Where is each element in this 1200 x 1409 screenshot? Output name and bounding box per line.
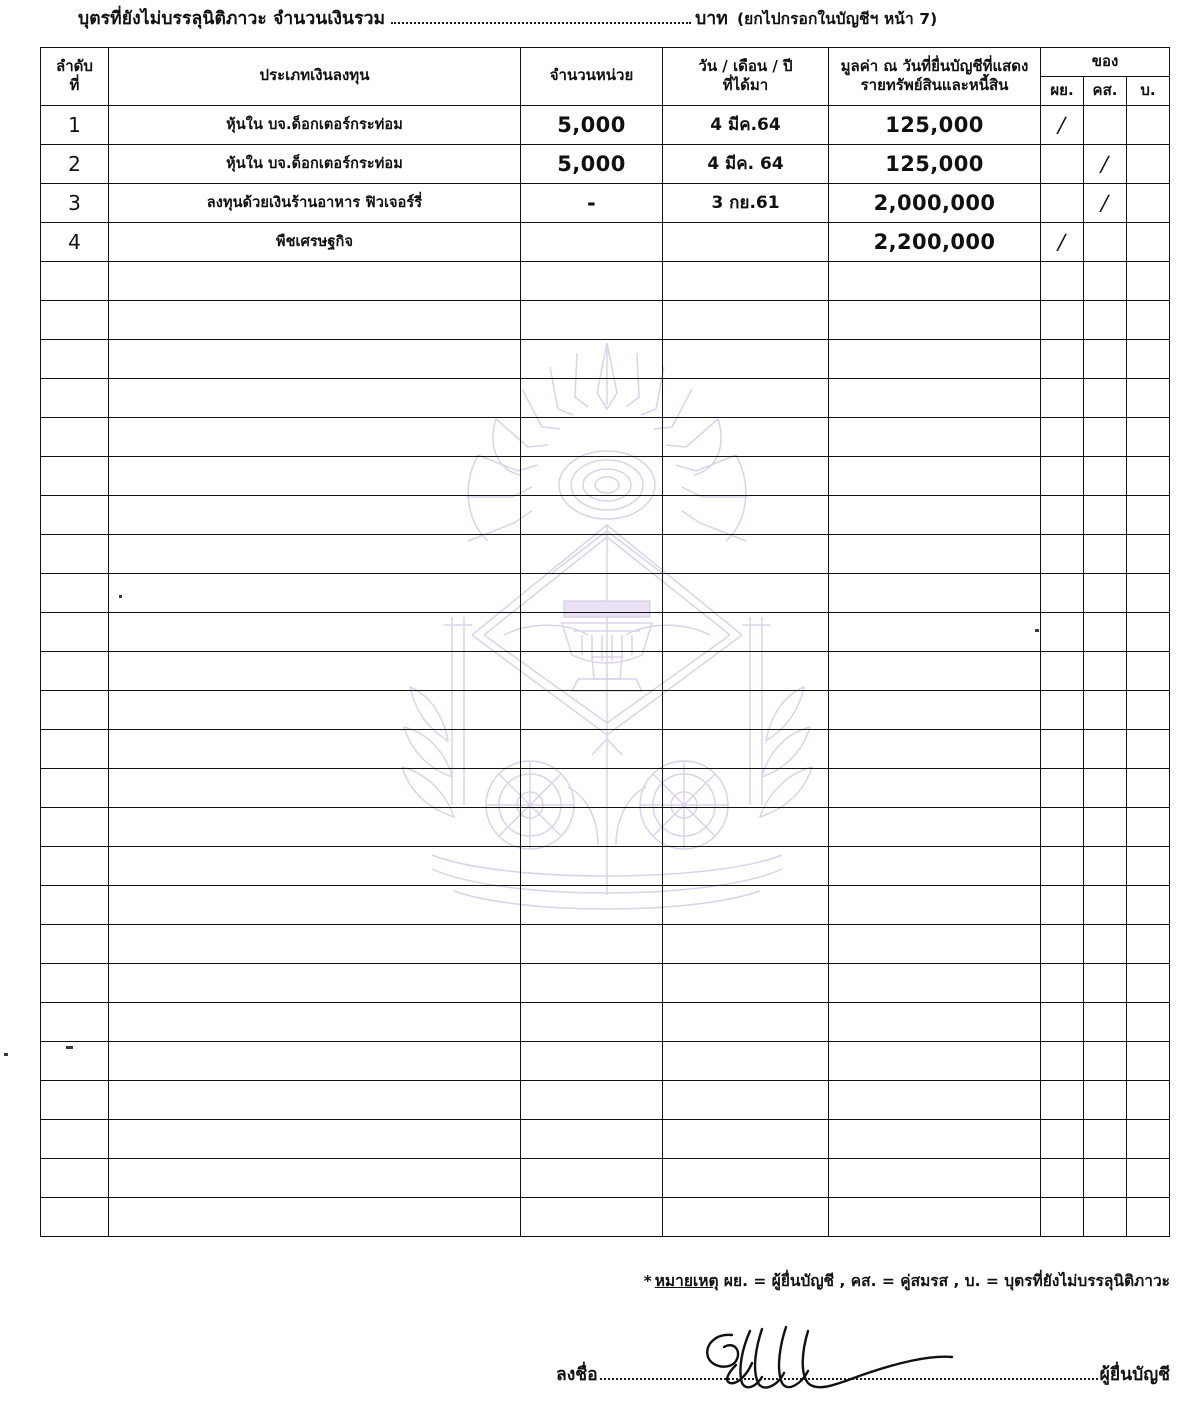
cell-owner-spouse[interactable] [1084,690,1127,729]
cell-owner-spouse[interactable] [1084,1041,1127,1080]
cell-owner-self[interactable] [1041,417,1084,456]
cell-number[interactable]: 3 [41,183,109,222]
cell-owner-spouse[interactable] [1084,729,1127,768]
cell-value[interactable] [829,1002,1041,1041]
cell-number[interactable] [41,690,109,729]
cell-owner-child[interactable] [1127,222,1170,261]
cell-owner-self[interactable] [1041,573,1084,612]
table-row [41,183,1170,222]
col-header-investment-type: ประเภทเงินลงทุน [109,48,521,106]
cell-owner-spouse[interactable] [1084,885,1127,924]
table-row [41,807,1170,846]
cell-units[interactable] [521,261,663,300]
cell-units[interactable] [521,729,663,768]
col-header-value-line1: มูลค่า ณ วันที่ยื่นบัญชีที่แสดง [840,56,1029,75]
cell-value[interactable] [829,846,1041,885]
cell-owner-child[interactable] [1127,183,1170,222]
cell-number[interactable] [41,300,109,339]
cell-owner-child[interactable] [1127,1002,1170,1041]
heading-unit-label: บาท [695,9,728,29]
ownership-check-mark: / [1099,151,1112,176]
cell-number[interactable] [41,1119,109,1158]
cell-investment-type[interactable] [109,573,521,612]
cell-owner-spouse[interactable] [1084,456,1127,495]
ownership-check-mark: / [1099,190,1112,215]
table-row [41,300,1170,339]
cell-owner-self[interactable] [1041,1041,1084,1080]
cell-value[interactable] [829,261,1041,300]
footnote-label: หมายเหตุ [654,1272,719,1290]
cell-units[interactable] [521,456,663,495]
cell-units[interactable] [521,846,663,885]
signature-line [556,1360,1170,1400]
cell-owner-child[interactable] [1127,261,1170,300]
cell-owner-child[interactable] [1127,1041,1170,1080]
cell-acquisition-date[interactable] [663,417,829,456]
col-header-owner-spouse: คส. [1084,76,1127,105]
cell-investment-type[interactable] [109,456,521,495]
heading-fill-in-line [391,11,691,24]
cell-number[interactable]: 2 [41,144,109,183]
cell-units[interactable] [521,807,663,846]
table-row [41,261,1170,300]
cell-units[interactable] [521,339,663,378]
cell-number[interactable] [41,924,109,963]
cell-units[interactable] [521,534,663,573]
signature-prefix-label: ลงชื่อ [556,1365,598,1385]
cell-owner-child[interactable] [1127,963,1170,1002]
cell-owner-self[interactable] [1041,651,1084,690]
cell-owner-spouse[interactable] [1084,300,1127,339]
cell-owner-spouse[interactable] [1084,495,1127,534]
cell-investment-type[interactable] [109,885,521,924]
cell-owner-self[interactable] [1041,300,1084,339]
cell-units[interactable] [521,885,663,924]
cell-value[interactable]: 2,200,000 [829,222,1041,261]
table-row [41,573,1170,612]
cell-acquisition-date[interactable]: 3 กย.61 [663,183,829,222]
cell-owner-self[interactable] [1041,1119,1084,1158]
col-header-value-line2: รายทรัพย์สินและหนี้สิน [860,76,1009,95]
cell-number[interactable] [41,651,109,690]
cell-investment-type[interactable]: พืชเศรษฐกิจ [109,222,521,261]
cell-units[interactable]: 5,000 [521,105,663,144]
cell-acquisition-date[interactable] [663,1041,829,1080]
cell-owner-self[interactable] [1041,1197,1084,1236]
cell-units[interactable] [521,378,663,417]
cell-owner-self[interactable] [1041,612,1084,651]
table-row [41,456,1170,495]
table-row [41,690,1170,729]
cell-number[interactable]: 4 [41,222,109,261]
table-row [41,768,1170,807]
col-header-date-line2: ที่ได้มา [722,76,769,95]
cell-owner-spouse[interactable] [1084,1002,1127,1041]
cell-value[interactable] [829,690,1041,729]
cell-units[interactable] [521,417,663,456]
cell-investment-type[interactable]: ลงทุนด้วยเงินร้านอาหาร ฟิวเจอร์รี่ [109,183,521,222]
cell-owner-self[interactable] [1041,183,1084,222]
cell-units[interactable] [521,495,663,534]
col-header-number-line2: ที่ [69,76,80,95]
cell-owner-spouse[interactable] [1084,261,1127,300]
scan-speck [4,1053,8,1056]
cell-number[interactable] [41,534,109,573]
col-header-acquisition-date [663,48,829,106]
col-header-ownership: ของ [1041,48,1170,77]
heading-prefix-text: บุตรที่ยังไม่บรรลุนิติภาวะ จำนวนเงินรวม [78,9,386,29]
cell-investment-type[interactable]: หุ้นใน บจ.ด็อกเตอร์กระท่อม [109,105,521,144]
cell-value[interactable] [829,417,1041,456]
cell-units[interactable] [521,768,663,807]
cell-owner-child[interactable] [1127,573,1170,612]
cell-investment-type[interactable] [109,924,521,963]
cell-acquisition-date[interactable] [663,924,829,963]
cell-owner-self[interactable] [1041,222,1084,261]
cell-units[interactable] [521,612,663,651]
table-row [41,1158,1170,1197]
cell-owner-child[interactable] [1127,924,1170,963]
cell-units[interactable] [521,222,663,261]
cell-owner-self[interactable] [1041,846,1084,885]
cell-owner-self[interactable] [1041,339,1084,378]
cell-owner-spouse[interactable] [1084,651,1127,690]
cell-investment-type[interactable] [109,1158,521,1197]
cell-investment-type[interactable]: หุ้นใน บจ.ด็อกเตอร์กระท่อม [109,144,521,183]
cell-value[interactable] [829,534,1041,573]
cell-owner-child[interactable] [1127,339,1170,378]
cell-number[interactable] [41,1002,109,1041]
cell-owner-self[interactable] [1041,885,1084,924]
cell-owner-spouse[interactable] [1084,339,1127,378]
cell-number[interactable] [41,612,109,651]
table-row [41,495,1170,534]
table-row [41,924,1170,963]
cell-acquisition-date[interactable] [663,456,829,495]
cell-owner-spouse[interactable] [1084,807,1127,846]
table-row [41,378,1170,417]
cell-owner-child[interactable] [1127,417,1170,456]
cell-owner-spouse[interactable] [1084,105,1127,144]
table-row [41,612,1170,651]
table-row [41,534,1170,573]
cell-units[interactable]: - [521,183,663,222]
signature-fill-in-line[interactable] [600,1367,1098,1380]
cell-value[interactable] [829,495,1041,534]
cell-number[interactable] [41,807,109,846]
cell-owner-spouse[interactable] [1084,417,1127,456]
cell-owner-spouse[interactable] [1084,573,1127,612]
cell-acquisition-date[interactable]: 4 มีค. 64 [663,144,829,183]
cell-investment-type[interactable] [109,807,521,846]
cell-acquisition-date[interactable]: 4 มีค.64 [663,105,829,144]
cell-owner-child[interactable] [1127,1158,1170,1197]
cell-investment-type[interactable] [109,339,521,378]
cell-value[interactable] [829,768,1041,807]
cell-value[interactable] [829,651,1041,690]
cell-number[interactable] [41,339,109,378]
cell-value[interactable]: 2,000,000 [829,183,1041,222]
cell-value[interactable] [829,1041,1041,1080]
cell-value[interactable] [829,300,1041,339]
cell-owner-self[interactable] [1041,378,1084,417]
cell-owner-self[interactable] [1041,768,1084,807]
cell-value[interactable] [829,729,1041,768]
heading-carry-forward-note: (ยกไปกรอกในบัญชีฯ หน้า 7) [736,10,938,28]
cell-acquisition-date[interactable] [663,378,829,417]
investment-asset-table [40,47,1170,1237]
cell-acquisition-date[interactable] [663,963,829,1002]
cell-acquisition-date[interactable] [663,495,829,534]
cell-owner-self[interactable] [1041,534,1084,573]
cell-owner-spouse[interactable] [1084,963,1127,1002]
cell-value[interactable] [829,1119,1041,1158]
cell-value[interactable] [829,378,1041,417]
cell-units[interactable]: 5,000 [521,144,663,183]
cell-investment-type[interactable] [109,768,521,807]
cell-owner-spouse[interactable] [1084,1197,1127,1236]
col-header-number-line1: ลำดับ [56,56,93,75]
cell-units[interactable] [521,573,663,612]
cell-owner-child[interactable] [1127,495,1170,534]
cell-number[interactable] [41,417,109,456]
cell-value[interactable] [829,885,1041,924]
cell-owner-child[interactable] [1127,651,1170,690]
cell-owner-child[interactable] [1127,768,1170,807]
cell-units[interactable] [521,651,663,690]
ownership-check-mark: / [1056,229,1069,254]
cell-owner-spouse[interactable] [1084,768,1127,807]
cell-investment-type[interactable] [109,651,521,690]
cell-owner-spouse[interactable] [1084,183,1127,222]
cell-owner-self[interactable] [1041,105,1084,144]
cell-owner-spouse[interactable] [1084,846,1127,885]
cell-owner-spouse[interactable] [1084,1080,1127,1119]
cell-owner-self[interactable] [1041,261,1084,300]
cell-owner-child[interactable] [1127,1080,1170,1119]
cell-acquisition-date[interactable] [663,534,829,573]
cell-owner-child[interactable] [1127,729,1170,768]
cell-acquisition-date[interactable] [663,573,829,612]
cell-owner-self[interactable] [1041,690,1084,729]
cell-value[interactable] [829,1080,1041,1119]
cell-number[interactable]: 1 [41,105,109,144]
cell-value[interactable]: 125,000 [829,105,1041,144]
page-heading [78,4,1168,34]
cell-investment-type[interactable] [109,534,521,573]
table-row [41,1080,1170,1119]
footnote-text: ผย. = ผู้ยื่นบัญชี , คส. = คู่สมรส , บ. = บุตรที่ยังไม่บรรลุนิติภาวะ [723,1272,1170,1290]
cell-acquisition-date[interactable] [663,690,829,729]
table-row [41,1119,1170,1158]
cell-investment-type[interactable] [109,261,521,300]
cell-investment-type[interactable] [109,963,521,1002]
cell-investment-type[interactable] [109,612,521,651]
cell-owner-child[interactable] [1127,1119,1170,1158]
cell-owner-spouse[interactable] [1084,378,1127,417]
col-header-owner-self: ผย. [1041,76,1084,105]
cell-owner-child[interactable] [1127,534,1170,573]
cell-number[interactable] [41,261,109,300]
cell-acquisition-date[interactable] [663,1080,829,1119]
cell-value[interactable] [829,1158,1041,1197]
cell-acquisition-date[interactable] [663,300,829,339]
cell-acquisition-date[interactable] [663,1002,829,1041]
cell-owner-self[interactable] [1041,1080,1084,1119]
cell-units[interactable] [521,1080,663,1119]
cell-investment-type[interactable] [109,495,521,534]
cell-acquisition-date[interactable] [663,651,829,690]
cell-owner-child[interactable] [1127,885,1170,924]
cell-number[interactable] [41,495,109,534]
cell-acquisition-date[interactable] [663,846,829,885]
cell-investment-type[interactable] [109,1041,521,1080]
cell-acquisition-date[interactable] [663,1197,829,1236]
cell-owner-self[interactable] [1041,807,1084,846]
footnote-asterisk: * [643,1272,652,1290]
cell-number[interactable] [41,1041,109,1080]
cell-owner-child[interactable] [1127,378,1170,417]
table-body [41,105,1170,1236]
cell-owner-child[interactable] [1127,1197,1170,1236]
col-header-units: จำนวนหน่วย [521,48,663,106]
table-head [41,48,1170,106]
cell-owner-child[interactable] [1127,300,1170,339]
table-row [41,144,1170,183]
cell-investment-type[interactable] [109,417,521,456]
cell-value[interactable]: 125,000 [829,144,1041,183]
cell-owner-child[interactable] [1127,612,1170,651]
cell-value[interactable] [829,807,1041,846]
cell-number[interactable] [41,1080,109,1119]
cell-owner-spouse[interactable] [1084,612,1127,651]
cell-acquisition-date[interactable] [663,612,829,651]
cell-acquisition-date[interactable] [663,261,829,300]
table-row [41,885,1170,924]
header-row-main [41,48,1170,77]
cell-acquisition-date[interactable] [663,885,829,924]
cell-owner-self[interactable] [1041,144,1084,183]
cell-owner-self[interactable] [1041,729,1084,768]
cell-value[interactable] [829,456,1041,495]
cell-number[interactable] [41,573,109,612]
cell-value[interactable] [829,573,1041,612]
cell-number[interactable] [41,963,109,1002]
cell-number[interactable] [41,768,109,807]
col-header-value [829,48,1041,106]
cell-owner-self[interactable] [1041,924,1084,963]
cell-units[interactable] [521,300,663,339]
cell-acquisition-date[interactable] [663,729,829,768]
cell-investment-type[interactable] [109,1002,521,1041]
cell-owner-self[interactable] [1041,456,1084,495]
table-row [41,1041,1170,1080]
cell-owner-child[interactable] [1127,105,1170,144]
cell-units[interactable] [521,1041,663,1080]
cell-acquisition-date[interactable] [663,339,829,378]
table-row [41,729,1170,768]
cell-value[interactable] [829,924,1041,963]
cell-number[interactable] [41,1158,109,1197]
cell-owner-spouse[interactable] [1084,222,1127,261]
cell-units[interactable] [521,924,663,963]
cell-investment-type[interactable] [109,300,521,339]
table-row [41,846,1170,885]
cell-investment-type[interactable] [109,378,521,417]
cell-owner-child[interactable] [1127,807,1170,846]
cell-units[interactable] [521,963,663,1002]
col-header-number [41,48,109,106]
cell-number[interactable] [41,1197,109,1236]
cell-number[interactable] [41,378,109,417]
table-row [41,222,1170,261]
ownership-check-mark: / [1056,112,1069,137]
cell-owner-self[interactable] [1041,1158,1084,1197]
cell-investment-type[interactable] [109,729,521,768]
table-row [41,963,1170,1002]
table-row [41,417,1170,456]
cell-owner-child[interactable] [1127,456,1170,495]
cell-owner-spouse[interactable] [1084,144,1127,183]
cell-number[interactable] [41,846,109,885]
cell-owner-self[interactable] [1041,963,1084,1002]
cell-acquisition-date[interactable] [663,1158,829,1197]
cell-value[interactable] [829,1197,1041,1236]
cell-owner-child[interactable] [1127,144,1170,183]
cell-acquisition-date[interactable] [663,807,829,846]
cell-number[interactable] [41,456,109,495]
cell-owner-spouse[interactable] [1084,1119,1127,1158]
cell-investment-type[interactable] [109,1080,521,1119]
cell-owner-child[interactable] [1127,846,1170,885]
cell-investment-type[interactable] [109,690,521,729]
cell-units[interactable] [521,1158,663,1197]
table-row [41,651,1170,690]
cell-units[interactable] [521,690,663,729]
table-row [41,1197,1170,1236]
cell-value[interactable] [829,963,1041,1002]
cell-investment-type[interactable] [109,846,521,885]
cell-investment-type[interactable] [109,1119,521,1158]
cell-acquisition-date[interactable] [663,1119,829,1158]
cell-acquisition-date[interactable] [663,222,829,261]
cell-owner-self[interactable] [1041,1002,1084,1041]
col-header-date-line1: วัน / เดือน / ปี [698,56,793,75]
cell-investment-type[interactable] [109,1197,521,1236]
table-row [41,105,1170,144]
signature-role-label: ผู้ยื่นบัญชี [1099,1365,1170,1385]
cell-units[interactable] [521,1002,663,1041]
footnote [600,1268,1170,1293]
cell-value[interactable] [829,612,1041,651]
cell-owner-child[interactable] [1127,690,1170,729]
col-header-owner-child: บ. [1127,76,1170,105]
cell-owner-self[interactable] [1041,495,1084,534]
cell-units[interactable] [521,1197,663,1236]
cell-number[interactable] [41,729,109,768]
cell-owner-spouse[interactable] [1084,534,1127,573]
cell-owner-spouse[interactable] [1084,924,1127,963]
table-row [41,1002,1170,1041]
cell-value[interactable] [829,339,1041,378]
cell-number[interactable] [41,885,109,924]
cell-units[interactable] [521,1119,663,1158]
cell-owner-spouse[interactable] [1084,1158,1127,1197]
cell-acquisition-date[interactable] [663,768,829,807]
table-row [41,339,1170,378]
